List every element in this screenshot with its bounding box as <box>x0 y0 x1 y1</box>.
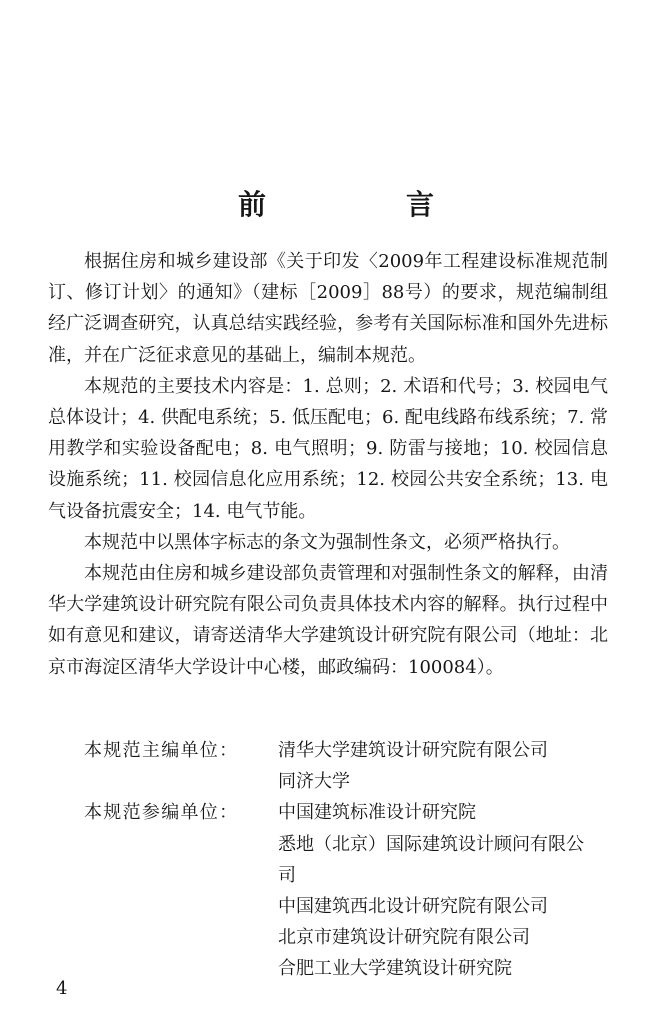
participating-units-list <box>278 797 596 984</box>
chief-units-list <box>278 735 596 797</box>
unit-item: 合肥工业大学建筑设计研究院 <box>278 958 512 980</box>
participating-units-label: 本规范参编单位： <box>84 802 239 824</box>
unit-item: 同济大学 <box>278 771 350 793</box>
chief-units-label: 本规范主编单位： <box>84 740 239 761</box>
participating-units <box>48 797 628 984</box>
page-title: 前 言 <box>237 187 490 221</box>
paragraph-mandatory: 本规范中以黑体字标志的条文为强制性条文，必须严格执行。 <box>84 531 570 553</box>
units-section <box>48 735 628 985</box>
unit-item: 北京市建筑设计研究院有限公司 <box>278 927 530 949</box>
preface-body <box>48 246 608 683</box>
unit-item: 中国建筑西北设计研究院有限公司 <box>278 896 548 918</box>
unit-item: 清华大学建筑设计研究院有限公司 <box>278 740 548 761</box>
chief-units <box>48 735 628 797</box>
paragraph-basis: 根据住房和城乡建设部《关于印发〈2009年工程建设标准规范制订、修订计划〉的通知》（建标［2009］88号）的要求，规范编制组经广泛调查研究，认真总结实践经验，参考有关国际标准和国外先进标准，并在广泛征求意见的基础上，编制本规范。 <box>48 251 608 366</box>
paragraph-contents: 本规范的主要技术内容是：1. 总则；2. 术语和代号；3. 校园电气总体设计；4. 供配电系统；5. 低压配电；6. 配电线路布线系统；7. 常用教学和实验设备配电；8. 电气照明；9. 防雷与接地；10. 校园信息设施系统；11. 校园信息化应用系统；12. 校园公共安全系统；13. 电气设备抗震安全；14. 电气节能。 <box>48 375 608 522</box>
unit-item: 中国建筑标准设计研究院 <box>278 802 476 824</box>
paragraph-management: 本规范由住房和城乡建设部负责管理和对强制性条文的解释，由清华大学建筑设计研究院有限公司负责具体技术内容的解释。执行过程中如有意见和建议，请寄送清华大学建筑设计研究院有限公司（地址：北京市海淀区清华大学设计中心楼，邮政编码：100084）。 <box>48 563 608 678</box>
unit-item: 悉地（北京）国际建筑设计顾问有限公司 <box>278 833 584 886</box>
page-number: 4 <box>56 978 68 999</box>
